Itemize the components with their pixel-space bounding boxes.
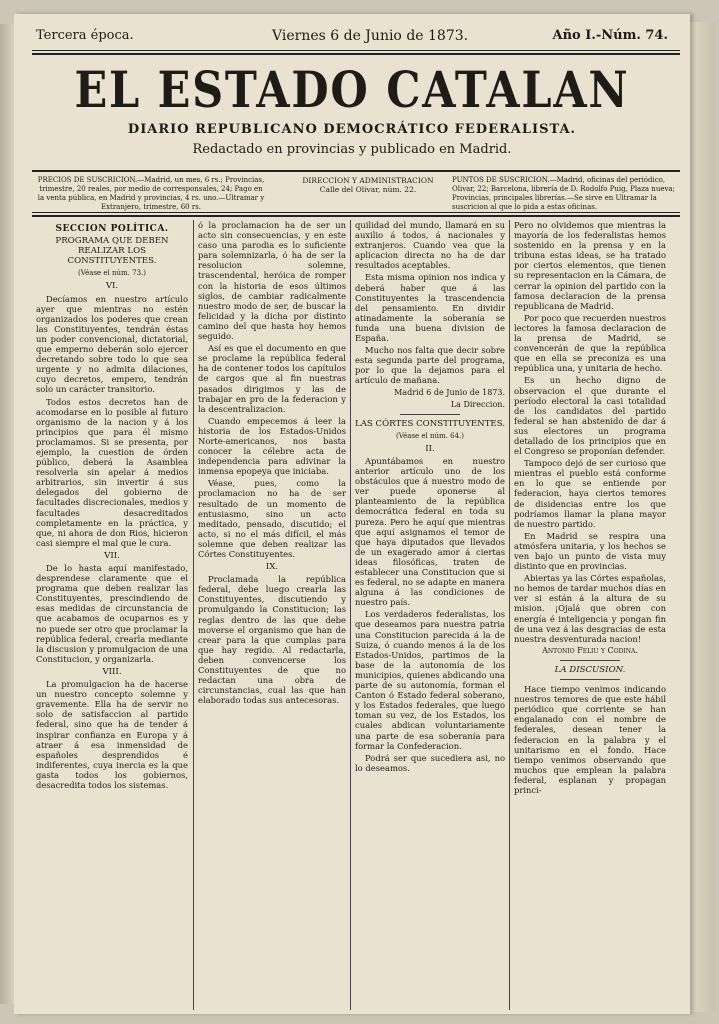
column-1	[36, 220, 188, 1010]
column-rule	[350, 220, 351, 1010]
column-rule	[509, 220, 510, 1010]
column-3	[355, 220, 505, 1010]
paragraph: Tampoco dejó de ser curioso que mientras el pueblo está conforme en lo que se entiende por federacion, haya ciertos temores de disidencias entre los que podríamos llamar la plana mayor de nuestro partido.	[514, 458, 666, 529]
paragraph: quilidad del mundo, llamará en su auxilio á todos, á nacionales y extranjeros. Cuando vea que la aplicacion directa no ha de dar resultados aceptables.	[355, 220, 505, 271]
divider	[560, 679, 621, 680]
newspaper-page	[14, 14, 690, 1014]
section-heading: SECCION POLÍTICA.	[55, 224, 169, 234]
paragraph: Véase, pues, como la proclamacion no ha de ser resultado de un momento de entusiasmo, sino un acto meditado, pensado, discutido; el acto, si no el más difícil, el más solemne que deben realizar las Córtes Constituyentes.	[198, 478, 346, 559]
rule-top-thick	[32, 53, 680, 55]
newspaper-subtitle: DIARIO REPUBLICANO DEMOCRÁTICO FEDERALISTA.	[127, 122, 577, 137]
divider	[560, 660, 621, 661]
paragraph: Esta misma opinion nos indica y deberá haber que á las Constituyentes la trascendencia del pensamiento. En dividir atinadamente la soberanía se funda una buena division de España.	[355, 272, 505, 344]
epoch-label: Tercera época.	[36, 28, 134, 43]
newspaper-title: EL ESTADO CATALAN	[74, 60, 630, 119]
column-2	[198, 220, 346, 1010]
column-4	[514, 220, 666, 1010]
part-number: VII.	[104, 550, 120, 561]
paragraph: Decíamos en nuestro artículo ayer que mientras no estén organizados los poderes que crean las Constituyentes, tendrán éstas un poder convencional, dictatorial, que emperno deberán solo ejercer decretando sobre todo lo que sea urgente y no admita dilaciones, cuyo decretos, empero, tendrán solo un carácter transitorio.	[36, 293, 188, 395]
part-number: IX.	[265, 562, 279, 573]
part-number: II.	[425, 443, 435, 454]
paragraph: Por poco que recuerden nuestros lectores la famosa declaracion de la prensa de Madrid, se convencerán de que la república que en ella se preconiza es una república una, y unitaria de hecho.	[514, 312, 666, 374]
subscription-info	[32, 174, 680, 214]
paragraph: Los verdaderos federalistas, los que deseamos para nuestra patria una Constitucion parecida á la de Suiza, ó cuando menos á la de los Estados-Unidos, partimos de la base de la autonomía de los municipios, quienes abdicando una parte de su autonomía, forman el Canton ó Estado federal soberano, y los Estados federales, que luego toman su vez, de los Estados, los cuales abdican voluntariamente una parte de esa soberanía para formar la Confederacion.	[355, 609, 505, 751]
paragraph: Apuntábamos en nuestro anterior artículo uno de los obstáculos que á nuestro modo de ver puede oponerse al planteamiento de la república democrática federal en toda su pureza. Pero he aquí que mientras que aquí asignamos el temor de que haya diputados que llevados de un exagerado amor á ciertas ideas filosóficas, traten de establecer una Constitucion que si es federal, no se adapte en manera alguna á las condiciones de nuestro país.	[355, 455, 505, 608]
paragraph: Cuando empecemos á leer la historia de los Estados-Unidos Norte-americanos, nos basta conocer la célebre acta de independencia para adivinar la inmensa epopeya que iniciaba.	[198, 415, 346, 477]
rule-info-bottom-thick	[32, 215, 680, 217]
part-number: VIII.	[102, 666, 122, 677]
paragraph: Pero no olvidemos que mientras la mayoría de los federalistas hemos sostenido en la prensa y en la tribuna estas ideas, se ha tratado por ciertos elementos, que tienen su representacion en la Cámara, de cerrar la opinion del partido con la famosa declaracion de la prensa republicana de Madrid.	[514, 220, 666, 311]
next-page-edge	[690, 22, 715, 1012]
article-reference: (Véase el núm. 73.)	[78, 269, 146, 278]
column-rule	[193, 220, 194, 1010]
dateline: Madrid 6 de Junio de 1873.	[394, 387, 505, 397]
paragraph: Todos estos decretos han de acomodarse en lo posible al futuro organismo de la nacion y á los principios que para él mismo proclamamos. Si se presenta, por ejemplo, la cuestion de órden público, deberá la Asamblea resolverla sin apelar á medios arbitrarios, sin invertir á sus delegados del gobierno de facultades discrecionales, medios y facultades desacreditados completamente en la práctica, y que, ni ahora de don Rios, hicieron casi siempre el mal que le cura.	[36, 396, 188, 548]
paragraph: Abiertas ya las Córtes españolas, no hemos de tardar muchos días en ver si están á la altura de su mision. ¡Ojalá que obren con energía é inteligencia y pongan fin de una vez á las desgracias de esta nuestra desventurada nacion!	[514, 573, 666, 644]
paragraph: En Madrid se respira una atmósfera unitaria, y los hechos se ven bajo un punto de vista muy distinto que en provincias.	[514, 530, 666, 572]
divider	[400, 414, 460, 415]
signature: La Direccion.	[450, 399, 505, 409]
subscription-points: PUNTOS DE SUSCRICION.—Madrid, oficinas del periódico, Olivar, 22; Barcelona, librería de D. Rodolfo Puig, Plaza nueva; Provincias, principales librerías.—Se sirve en Ultramar la suscricion al que lo pida a estas oficinas.	[452, 176, 675, 211]
newspaper-tagline: Redactado en provincias y publicado en Madrid.	[192, 142, 512, 157]
paragraph: Proclamada la república federal, debe luego crearla las Constituyentes, discutiendo y promulgando la Constitucion; las reglas dentro de las que debe moverse el organismo que han de crear para la que cumplas para que hay regido. Al redactarla, deben convencerse los Constituyentes de que no redactan una obra de circunstancias, cual las que han elaborado todas sus antecesoras.	[198, 574, 346, 706]
issue-label: Año I.-Núm. 74.	[552, 28, 668, 43]
paragraph: Hace tiempo venimos indicando nuestros temores de que este hábil periódico que corriente se han engalanado con el nombre de federales, desean tener la federacion en la palabra y el unitarismo en el fondo. Hace tiempo venimos observando que muchos que emplean la palabra federal, esplanan y propagan princi-	[514, 684, 666, 795]
paragraph: Podrá ser que sucediera asi, no lo deseamos.	[355, 752, 505, 773]
paragraph: La promulgacion ha de hacerse un nuestro concepto solemne y gravemente. Ella ha de servir no solo de satisfaccion al partido federal, sino que ha de tender á inspirar confianza en Europa y á atraer á esa inmensidad de españoles desprendidos é indiferentes, cuya inercia es la que gasta todos los gobiernos, desacredita todos los sistemas.	[36, 679, 188, 790]
paragraph: Mucho nos falta que decir sobre esta segunda parte del programa, por lo que la dejamos para el artículo de mañana.	[355, 345, 505, 386]
paragraph: ó la proclamacion ha de ser un acto sin consecuencias, y en este caso una parodia es lo suficiente para solemnizarla, ó ha de ser la resolucion solemne, trascendental, heróica de romper con la historia de esos últimos siglos, de cambiar radicalmente nuestro modo de ser, de buscar la felicidad y la dicha por distinto camino del que hasta hoy hemos seguido.	[198, 220, 346, 342]
rule-info-top	[32, 170, 680, 172]
part-number: VI.	[105, 281, 119, 292]
article-title: LA DISCUSION.	[554, 664, 626, 675]
administration-address: DIRECCION Y ADMINISTRACION Calle del Olivar, núm. 22.	[302, 176, 434, 194]
article-reference: (Véase el núm. 64.)	[396, 431, 464, 440]
paragraph: De lo hasta aquí manifestado, desprendese claramente que el programa que deben realizar las Constituyentes, prescindiendo de esas medidas de circunstancia de que acabamos de ocuparnos es y no puede ser otro que proclamar la república federal, crearla mediante la discusion y promulgacion de una Constitucion, y organizarla.	[36, 563, 188, 664]
date-label: Viernes 6 de Junio de 1873.	[272, 28, 469, 44]
signature: Antonio Feliu y Codina.	[542, 645, 638, 655]
rule-info-bottom	[32, 212, 680, 213]
paragraph: Así es que el documento en que se proclame la república federal ha de contener todos los capítulos de cargos que al fin nuestras pasados dirigimos y las de trabajar en pro de la federacion y la descentralizacion.	[198, 343, 346, 414]
previous-page-edge	[0, 24, 14, 1004]
rule-top	[32, 50, 680, 51]
article-title: PROGRAMA QUE DEBEN REALIZAR LOS CONSTITUYENTES.	[55, 236, 169, 267]
paragraph: Es un hecho digno de observacion el que durante el período electoral la casi totalidad de los candidatos del partido federal se han abstenido de dar á sus electores un programa detallado de los principios que en el Congreso se proponían defender.	[514, 375, 666, 457]
article-title: LAS CÓRTES CONSTITUYENTES.	[355, 418, 505, 429]
subscription-prices: PRECIOS DE SUSCRICION.—Madrid, un mes, 6 rs.; Provincias, trimestre, 20 reales, por medio de corresponsales, 24; Pago en la venta pública, en Madrid y provincias, 4 rs. uno.—Ultramar y Extranjero, trimestre, 60 rs.	[37, 176, 265, 211]
